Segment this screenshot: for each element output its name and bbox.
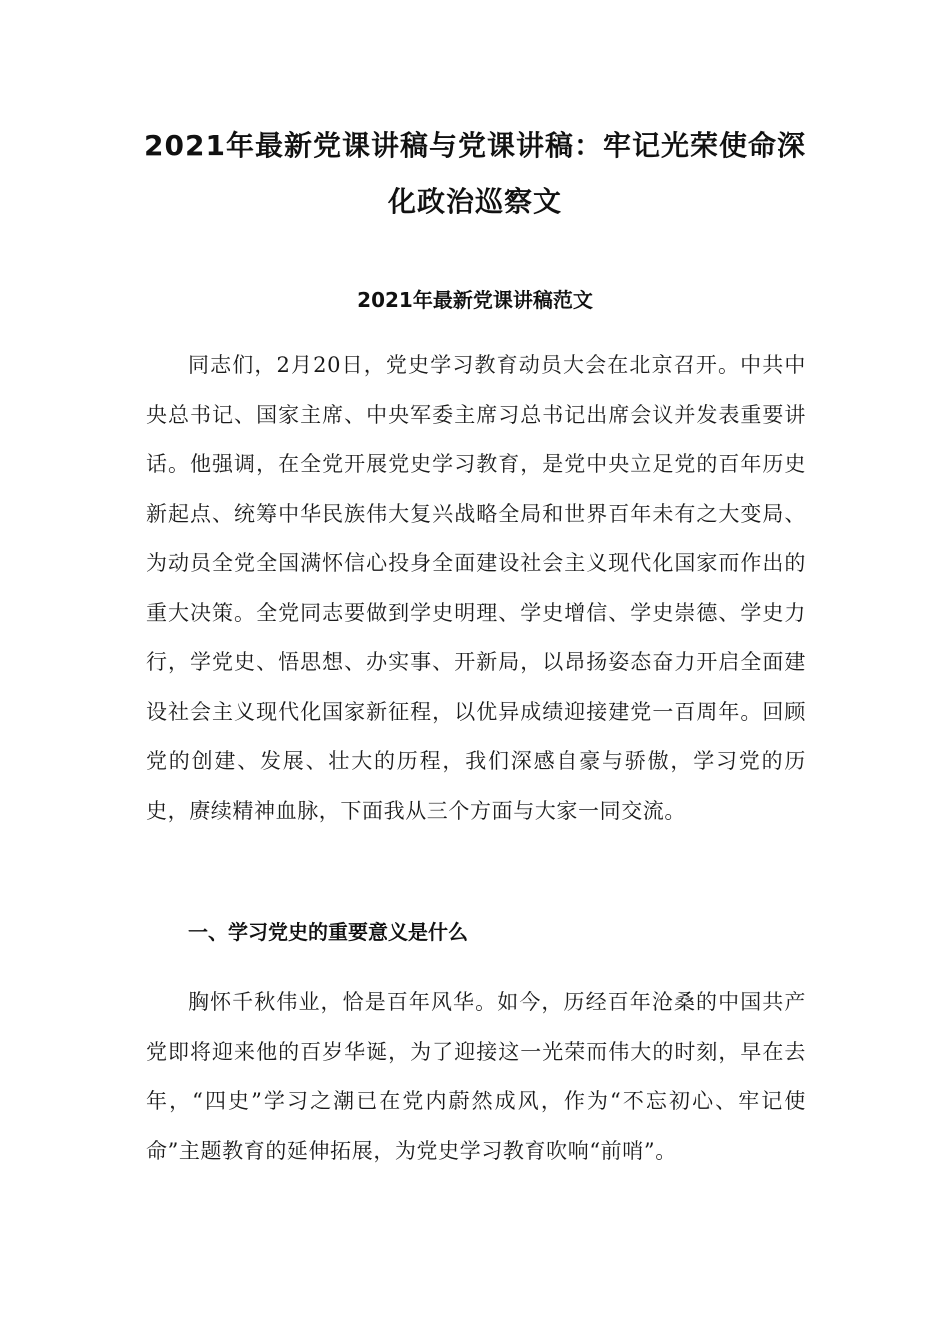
section-1-paragraph: 胸怀千秋伟业，恰是百年风华。如今，历经百年沧桑的中国共产党即将迎来他的百岁华诞，为了迎接这一光荣而伟大的时刻，早在去年，“四史”学习之潮已在党内蔚然成风，作为“不忘初心、牢记使命”主题教育的延伸拓展，为党史学习教育吹响“前哨”。 xyxy=(146,990,806,1163)
document-title: 2021年最新党课讲稿与党课讲稿：牢记光荣使命深化政治巡察文 xyxy=(144,129,806,218)
section-heading-1: 一、学习党史的重要意义是什么 xyxy=(188,920,468,944)
intro-paragraph: 同志们，2月20日，党史学习教育动员大会在北京召开。中共中央总书记、国家主席、中央军委主席习总书记出席会议并发表重要讲话。他强调，在全党开展党史学习教育，是党中央立足党的百年历史新起点、统筹中华民族伟大复兴战略全局和世界百年未有之大变局、为动员全党全国满怀信心投身全面建设社会主义现代化国家而作出的重大决策。全党同志要做到学史明理、学史增信、学史崇德、学史力行，学党史、悟思想、办实事、开新局，以昂扬姿态奋力开启全面建设社会主义现代化国家新征程，以优异成绩迎接建党一百周年。回顾党的创建、发展、壮大的历程，我们深感自豪与骄傲，学习党的历史，赓续精神血脉，下面我从三个方面与大家一同交流。 xyxy=(146,353,806,823)
document-subtitle: 2021年最新党课讲稿范文 xyxy=(357,288,593,312)
